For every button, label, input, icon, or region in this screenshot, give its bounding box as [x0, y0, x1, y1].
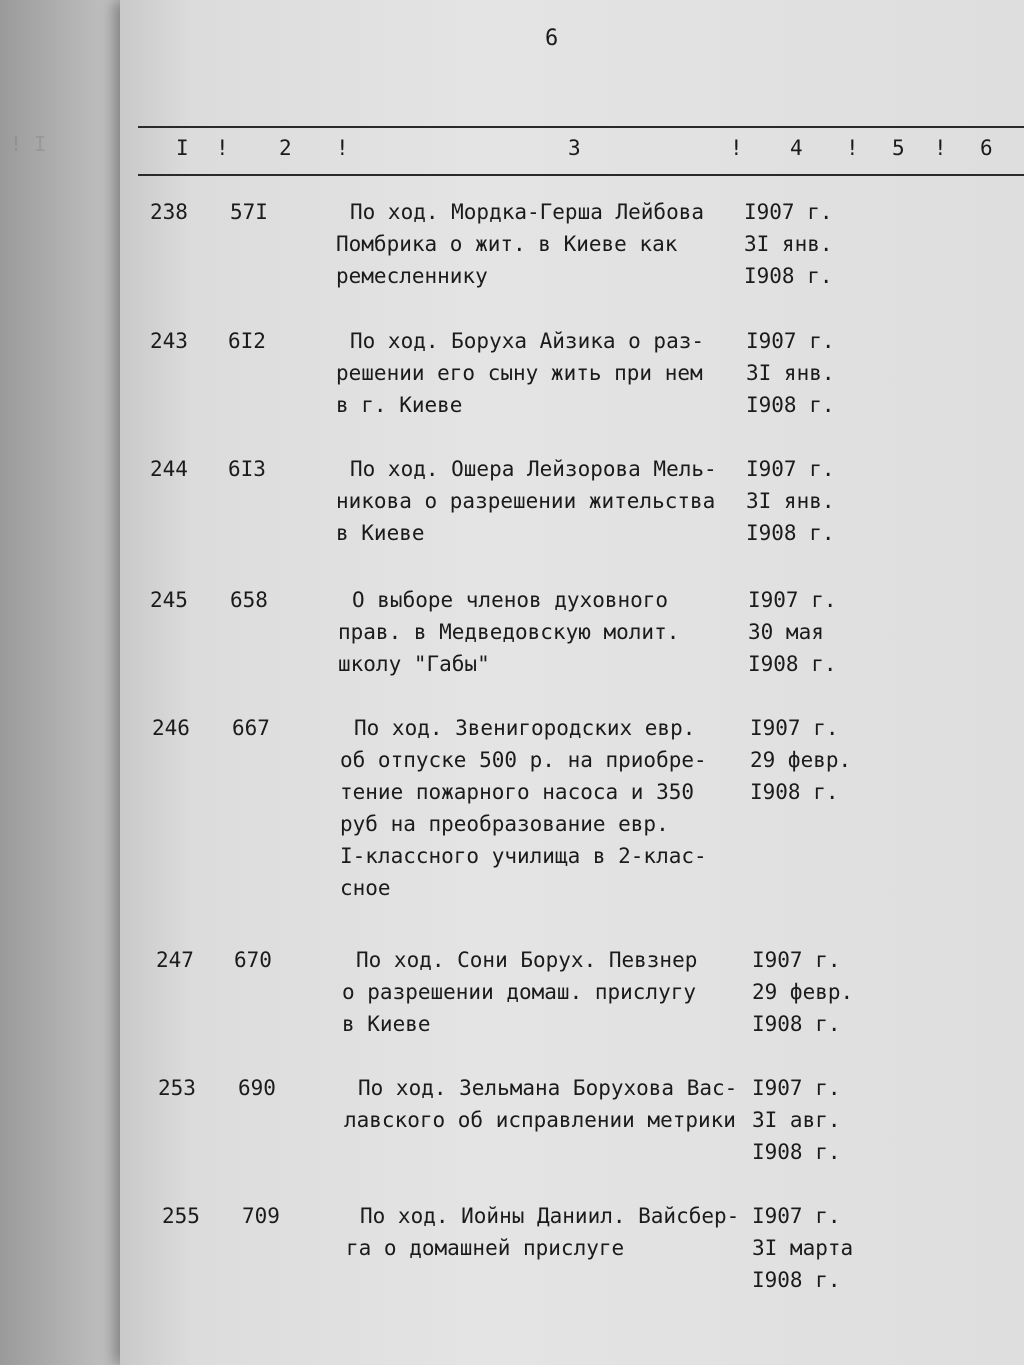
row-description: По ход. Боруха Айзика о раз- решении его сыну жить при нем в г. Киеве: [336, 329, 705, 417]
row-description: По ход. Иойны Даниил. Вайсбер- га о домашней прислуге: [346, 1204, 740, 1260]
column-header-6: 6: [980, 136, 993, 160]
row-dates: I907 г. 3I янв. I908 г.: [746, 329, 835, 417]
column-header-1: I: [176, 136, 189, 160]
row-dates: I907 г. 30 мая I908 г.: [748, 588, 837, 676]
row-dates: I907 г. 29 февр. I908 г.: [750, 716, 852, 804]
row-description: По ход. Сони Борух. Певзнер о разрешении домаш. прислугу в Киеве: [342, 948, 698, 1036]
row-number: 247: [156, 948, 194, 972]
column-separator: !: [846, 136, 859, 160]
row-description: По ход. Ошера Лейзорова Мель- никова о разрешении жительства в Киеве: [336, 457, 717, 545]
row-code: 57I: [230, 200, 268, 224]
row-description: По ход. Звенигородских евр. об отпуске 500 р. на приобре- тение пожарного насоса и 350 руб на преобразование евр. I-классного училища в 2-клас- сное: [340, 716, 707, 900]
row-code: 6I3: [228, 457, 266, 481]
row-code: 709: [242, 1204, 280, 1228]
row-code: 690: [238, 1076, 276, 1100]
column-header-5: 5: [892, 136, 905, 160]
column-header-3: 3: [568, 136, 581, 160]
column-separator: !: [730, 136, 743, 160]
row-code: 667: [232, 716, 270, 740]
column-separator: !: [336, 136, 349, 160]
facing-page-header-bleed: ! I: [10, 132, 47, 156]
column-header-4: 4: [790, 136, 803, 160]
row-dates: I907 г. 3I марта I908 г.: [752, 1204, 854, 1292]
row-code: 658: [230, 588, 268, 612]
row-code: 670: [234, 948, 272, 972]
table-header-bottom-rule: [138, 174, 1024, 176]
row-description: По ход. Мордка-Герша Лейбова Помбрика о жит. в Киеве как ремесленнику: [336, 200, 705, 288]
column-separator: !: [216, 136, 229, 160]
row-dates: I907 г. 3I авг. I908 г.: [752, 1076, 841, 1164]
table-header-top-rule: [138, 126, 1024, 128]
row-description: По ход. Зельмана Борухова Вас- лавского об исправлении метрики: [344, 1076, 738, 1132]
row-number: 245: [150, 588, 188, 612]
row-number: 238: [150, 200, 188, 224]
column-separator: !: [934, 136, 947, 160]
row-number: 243: [150, 329, 188, 353]
row-description: О выборе членов духовного прав. в Медведовскую молит. школу "Габы": [338, 588, 680, 676]
row-number: 255: [162, 1204, 200, 1228]
row-number: 246: [152, 716, 190, 740]
row-number: 253: [158, 1076, 196, 1100]
page-number: 6: [545, 26, 559, 51]
column-header-2: 2: [279, 136, 292, 160]
row-code: 6I2: [228, 329, 266, 353]
facing-page-edge: [0, 0, 120, 1365]
row-number: 244: [150, 457, 188, 481]
row-dates: I907 г. 3I янв. I908 г.: [744, 200, 833, 288]
row-dates: I907 г. 3I янв. I908 г.: [746, 457, 835, 545]
row-dates: I907 г. 29 февр. I908 г.: [752, 948, 854, 1036]
